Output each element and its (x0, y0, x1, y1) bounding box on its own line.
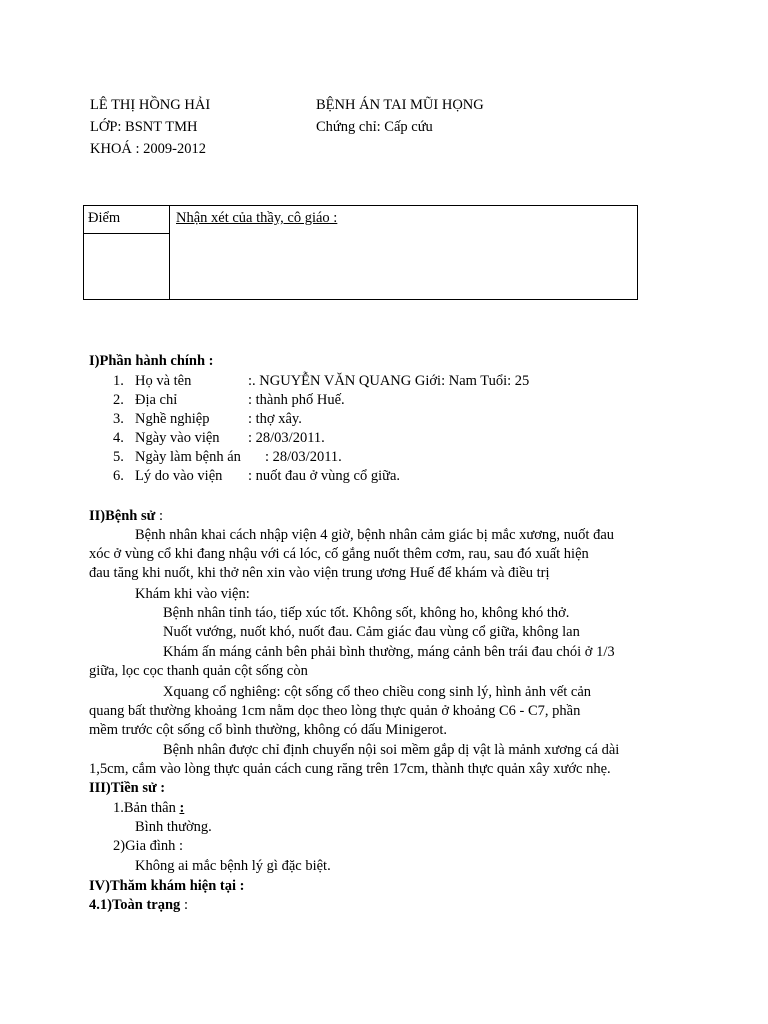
section-current-exam-title: IV)Thăm khám hiện tại : (89, 878, 245, 894)
family-history-value: Không ai mắc bệnh lý gì đặc biệt. (135, 858, 331, 874)
item-label: Nghề nghiệp (135, 411, 210, 427)
exam-line: Xquang cổ nghiêng: cột sống cổ theo chiều cong sinh lý, hình ảnh vết cản (163, 684, 592, 700)
course-label: KHOÁ : 2009-2012 (90, 141, 206, 157)
item-number: 6. (113, 468, 124, 484)
general-condition-suffix: : (180, 897, 188, 913)
item-number: 1. (113, 373, 124, 389)
history-line: xóc ở vùng cổ khi đang nhậu với cá lóc, cố gắng nuốt thêm cơm, rau, sau đó xuất hiện (89, 546, 589, 562)
item-label: Địa chỉ (135, 392, 178, 408)
exam-line: Bệnh nhân tỉnh táo, tiếp xúc tốt. Không sốt, không ho, không khó thở. (163, 605, 570, 621)
exam-line: Bệnh nhân được chỉ định chuyển nội soi mềm gắp dị vật là mảnh xương cá dài (163, 742, 620, 758)
exam-line: 1,5cm, cắm vào lòng thực quản cách cung răng trên 17cm, thành thực quản xây xước nhẹ. (89, 761, 611, 777)
teacher-comment-label: Nhận xét của thầy, cô giáo : (176, 210, 338, 226)
exam-line: quang bất thường khoảng 1cm nằm dọc theo lòng thực quản ở khoảng C6 - C7, phần (89, 703, 581, 719)
section-history-suffix: : (155, 508, 163, 524)
self-history-heading (113, 799, 184, 817)
item-number: 2. (113, 392, 124, 408)
item-value: :. NGUYỄN VĂN QUANG Giới: Nam Tuổi: 25 (248, 373, 530, 389)
certificate-label: Chứng chỉ: Cấp cứu (316, 119, 433, 135)
self-history-label: 1.Bản thân (113, 800, 176, 816)
item-label: Ngày làm bệnh án (135, 449, 241, 465)
history-line: đau tăng khi nuốt, khi thở nên xin vào viện trung ương Huế để khám và điều trị (89, 565, 550, 581)
document-title: BỆNH ÁN TAI MŨI HỌNG (316, 97, 484, 113)
item-label: Ngày vào viện (135, 430, 220, 446)
item-number: 5. (113, 449, 124, 465)
section-administrative-title: I)Phần hành chính : (89, 353, 214, 369)
exam-line: giữa, lọc cọc thanh quản cột sống còn (89, 663, 308, 679)
exam-line: Nuốt vướng, nuốt khó, nuốt đau. Cảm giác đau vùng cổ giữa, không lan (163, 624, 580, 640)
score-column (84, 206, 170, 299)
family-history-label: 2)Gia đình : (113, 838, 184, 854)
general-condition-heading (89, 896, 188, 914)
student-name: LÊ THỊ HỒNG HẢI (90, 97, 211, 113)
item-label: Lý do vào viện (135, 468, 223, 484)
general-condition-title: 4.1)Toàn trạng (89, 897, 181, 913)
section-past-history-title: III)Tiền sử : (89, 780, 166, 796)
class-label: LỚP: BSNT TMH (90, 119, 198, 135)
item-value: : thành phố Huế. (248, 392, 345, 408)
item-value: : nuốt đau ở vùng cổ giữa. (248, 468, 401, 484)
section-history-heading (89, 507, 163, 525)
item-number: 3. (113, 411, 124, 427)
self-history-colon: : (179, 800, 185, 816)
exam-heading: Khám khi vào viện: (135, 586, 250, 602)
score-header-cell (84, 206, 169, 234)
item-label: Họ và tên (135, 373, 192, 389)
score-label: Điểm (88, 210, 121, 226)
self-history-value: Bình thường. (135, 819, 212, 835)
history-line: Bệnh nhân khai cách nhập viện 4 giờ, bệnh nhân cảm giác bị mắc xương, nuốt đau (135, 527, 615, 543)
item-value: : 28/03/2011. (265, 449, 342, 465)
section-history-title: II)Bệnh sử (89, 508, 156, 524)
item-value: : thợ xây. (248, 411, 302, 427)
item-value: : 28/03/2011. (248, 430, 325, 446)
exam-line: mềm trước cột sống cổ bình thường, không có dấu Minigerot. (89, 722, 448, 738)
exam-line: Khám ấn máng cảnh bên phải bình thường, máng cảnh bên trái đau chói ở 1/3 (163, 644, 615, 660)
grade-box (83, 205, 638, 300)
item-number: 4. (113, 430, 124, 446)
